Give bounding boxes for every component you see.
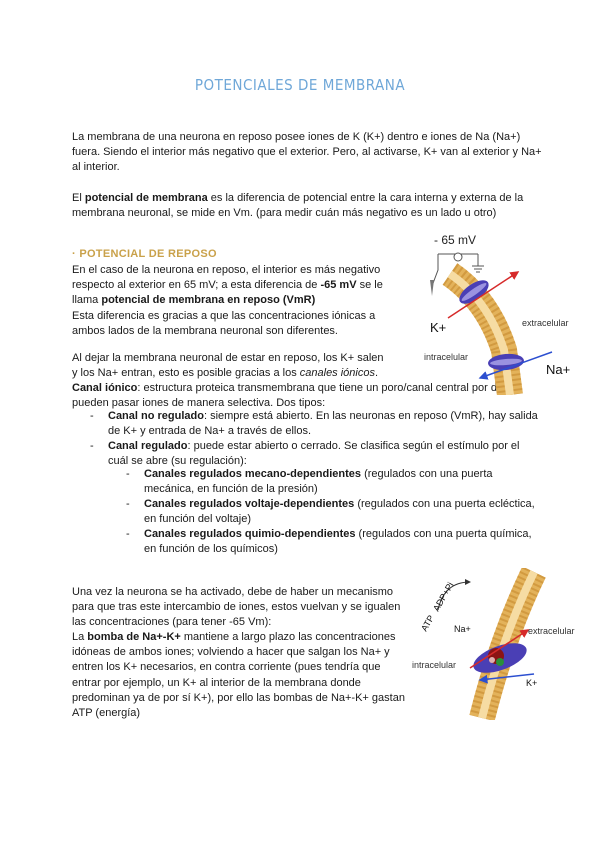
intracellular-label: intracelular <box>412 660 457 670</box>
definition-paragraph: El potencial de membrana es la diferencia de potencial entre la cara interna y externa de la membrana neuronal, se mide en Vm. (para medir cuán más negativo es un lado u otro) <box>72 192 524 220</box>
k-ion-label: K+ <box>430 320 447 335</box>
page-title: POTENCIALES DE MEMBRANA <box>194 76 406 94</box>
k-ion-label: K+ <box>526 678 538 688</box>
bomba-intro-paragraph: Una vez la neurona se ha activado, debe de haber un mecanismo para que tras este intercambio de iones, estos vuelvan y se igualen las concentraciones (para tener -65 Vm): <box>72 586 401 629</box>
extracellular-label: extracelular <box>522 318 569 328</box>
sublist-item: - Canales regulados quimio-dependientes (regulados con una puerta química, en función de los químicos) <box>126 528 532 556</box>
na-k-pump-diagram <box>410 568 588 720</box>
list-item: - Canal no regulado: siempre está abierto. En las neuronas en reposo (VmR), hay salida de K+ y entrada de Na+ a través de ellos. <box>90 410 538 438</box>
na-ion-label: Na+ <box>546 362 571 377</box>
sublist-item: - Canales regulados mecano-dependientes (regulados con una puerta mecánica, en función de la presión) <box>126 468 493 496</box>
canal-ionico-paragraph: Canal iónico: estructura proteica transmembrana que tiene un poro/canal central por donde pueden pasar iones de manera selectiva. Dos tipos: <box>72 382 522 410</box>
dejar-paragraph: Al dejar la membrana neuronal de estar en reposo, los K+ salen y los Na+ entran, esto es posible gracias a los canales iónicos. <box>72 352 384 380</box>
extracellular-label: extracelular <box>528 626 575 636</box>
voltage-label: - 65 mV <box>434 233 477 247</box>
intro-paragraph: La membrana de una neurona en reposo posee iones de K (K+) dentro e iones de Na (Na+) fuera. Siendo el interior más negativo que el exterior. Pero, al activarse, K+ van al exterior y Na+ al interior. <box>72 131 542 174</box>
bomba-paragraph: La bomba de Na+-K+ mantiene a largo plazo las concentraciones idóneas de ambos iones; volviendo a hacer que salgan los Na+ y entren los K+ necesarios, en contra corriente (pues tendría que entrar por ejemplo, un K+ al interior de la membrana donde predominan ya de por sí K+), por ello las bombas de Na+-K+ gastan ATP (energía) <box>72 631 405 720</box>
na-ion-label: Na+ <box>454 624 471 634</box>
intracellular-label: intracelular <box>424 352 469 362</box>
section-heading-reposo: · POTENCIAL DE REPOSO <box>72 248 217 260</box>
list-item: - Canal regulado: puede estar abierto o cerrado. Se clasifica según el estímulo por el cuál se abre (su regulación): <box>90 440 520 468</box>
resting-potential-figure <box>418 230 588 395</box>
adp-label: ADP+Pi <box>431 580 456 613</box>
na-k-pump-figure <box>410 568 588 720</box>
reposo-paragraph: En el caso de la neurona en reposo, el interior es más negativo respecto al exterior en 65 mV; a esta diferencia de -65 mV se le llama potencial de membrana en reposo (VmR) Esta diferencia es gracias a que las concentraciones iónicas a ambos lados de la membrana neuronal son diferentes. <box>72 264 383 337</box>
resting-potential-diagram <box>418 230 588 395</box>
meter-icon <box>454 253 462 261</box>
electrode-icon <box>430 280 434 296</box>
sublist-item: - Canales regulados voltaje-dependientes (regulados con una puerta ecléctica, en función del voltaje) <box>126 498 535 526</box>
atp-label: ATP <box>419 613 437 633</box>
